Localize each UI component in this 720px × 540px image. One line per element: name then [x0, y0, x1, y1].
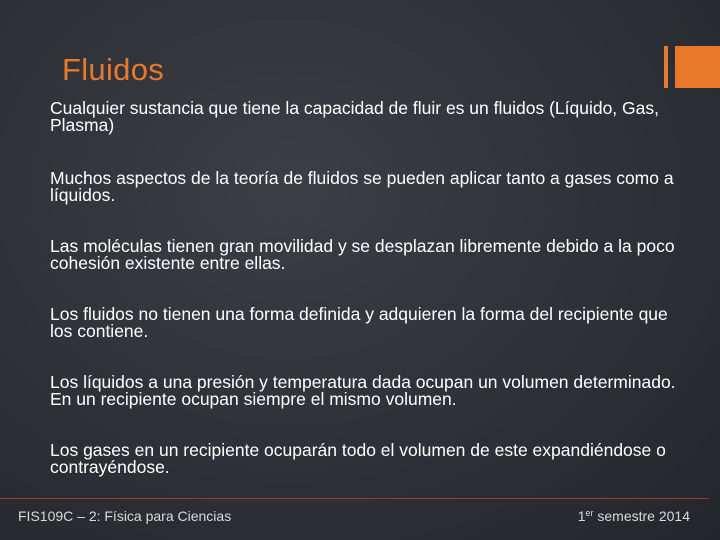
semester-number: 1: [577, 508, 586, 524]
bullet-item: Los gases en un recipiente ocuparán todo el volumen de este expandiéndose o contrayéndose.: [50, 440, 666, 477]
semester-text: semestre 2014: [593, 508, 690, 524]
accent-bar-thin: [664, 46, 668, 88]
bullet-item: Muchos aspectos de la teoría de fluidos se pueden aplicar tanto a gases como a líquidos.: [50, 168, 674, 205]
footer-divider: [0, 498, 709, 499]
slide-title: Fluidos: [62, 52, 165, 87]
bullet-item: Los líquidos a una presión y temperatura dada ocupan un volumen determinado. En un recipiente ocupan siempre el mismo volumen.: [50, 372, 676, 409]
footer-course: FIS109C – 2: Física para Ciencias: [18, 508, 232, 524]
footer-semester: [578, 508, 690, 524]
bullet-item: Los fluidos no tienen una forma definida y adquieren la forma del recipiente que los contiene.: [50, 304, 668, 341]
bullet-item: Las moléculas tienen gran movilidad y se desplazan libremente debido a la poco cohesión existente entre ellas.: [50, 236, 675, 273]
bullet-item: Cualquier sustancia que tiene la capacidad de fluir es un fluidos (Líquido, Gas, Plasma): [50, 98, 659, 135]
accent-bar-thick: [675, 46, 720, 88]
semester-suffix: er: [585, 508, 594, 518]
